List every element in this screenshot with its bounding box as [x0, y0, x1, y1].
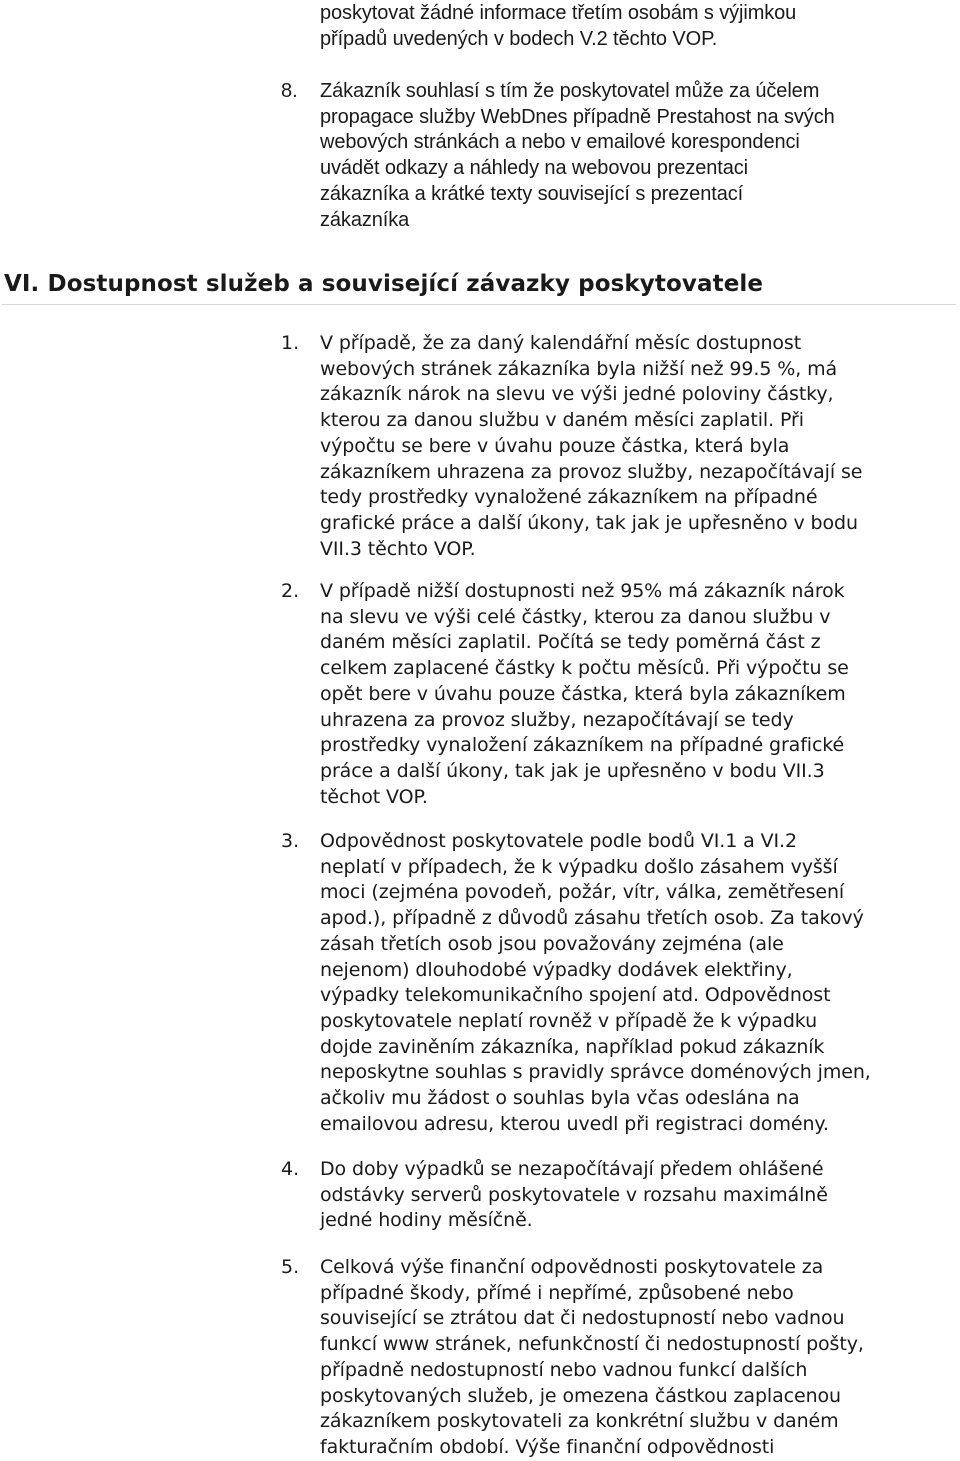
text-line: dojde zaviněním zákazníka, například pokud zákazník: [320, 1035, 825, 1058]
text-line: uvádět odkazy a náhledy na webovou prezentaci: [320, 157, 749, 180]
item-4-number: 4.: [281, 1158, 300, 1180]
text-line: práce a další úkony, tak jak je upřesněno v bodu VII.3: [320, 759, 825, 782]
text-line: propagace služby WebDnes případně Prestahost na svých: [320, 105, 835, 128]
text-line: neplatí v případech, že k výpadku došlo zásahem vyšší: [320, 855, 838, 878]
text-line: apod.), případně z důvodů zásahu třetích osob. Za takový: [320, 907, 864, 930]
section-divider: [2, 304, 956, 305]
item-5-number: 5.: [281, 1256, 300, 1278]
text-line: případů uvedených v bodech V.2 těchto VOP.: [320, 27, 718, 50]
text-line: daném měsíci zaplatil. Počítá se tedy poměrná část z: [320, 631, 821, 654]
text-line: funkcí www stránek, nefunkčností či nedostupností pošty,: [320, 1333, 864, 1356]
text-line: grafické práce a další úkony, tak jak je upřesněno v bodu: [320, 511, 858, 534]
text-line: případně nedostupností nebo vadnou funkcí dalších: [320, 1358, 808, 1381]
text-line: V případě nižší dostupnosti než 95% má zákazník nárok: [320, 580, 845, 602]
text-line: výpadky telekomunikačního spojení atd. Odpovědnost: [320, 984, 831, 1007]
text-line: Odpovědnost poskytovatele podle bodů VI.1 a VI.2: [320, 830, 797, 852]
text-line: těchot VOP.: [320, 785, 428, 808]
text-line: prostředky vynaložení zákazníkem na případné grafické: [320, 734, 845, 757]
text-line: odstávky serverů poskytovatele v rozsahu maximálně: [320, 1183, 828, 1206]
item-1-paragraph: [320, 331, 945, 562]
text-line: fakturačním období. Výše finanční odpovědnosti: [320, 1435, 775, 1458]
item-2-number: 2.: [281, 580, 300, 602]
text-line: poskytovat žádné informace třetím osobám s výjimkou: [320, 2, 797, 24]
text-line: zásah třetích osob jsou považovány zejména (ale: [320, 932, 784, 955]
text-line: emailovou adresu, kterou uvedl při registraci domény.: [320, 1112, 829, 1135]
text-line: případné škody, přímé i nepřímé, způsobené nebo: [320, 1281, 794, 1304]
item-3-number: 3.: [281, 830, 300, 852]
text-line: tedy prostředky vynaložené zákazníkem na případné: [320, 486, 818, 509]
item-3-paragraph: [320, 829, 945, 1137]
text-line: VII.3 těchto VOP.: [320, 537, 476, 560]
item-8-number: 8.: [281, 80, 298, 102]
text-line: moci (zejména povodeň, požár, vítr, válka, zemětřesení: [320, 881, 845, 904]
text-line: zákazníkem uhrazena za provoz služby, nezapočítávají se: [320, 460, 863, 483]
text-line: celkem zaplacené částky k počtu měsíců. Při výpočtu se: [320, 657, 849, 680]
text-line: poskytovaných služeb, je omezena částkou zaplacenou: [320, 1384, 841, 1407]
text-line: webových stránkách a nebo v emailové korespondenci: [320, 131, 800, 154]
text-line: nejenom) dlouhodobé výpadky dodávek elektřiny,: [320, 958, 793, 981]
item-4-paragraph: [320, 1157, 945, 1234]
text-line: webových stránek zákazníka byla nižší než 99.5 %, má: [320, 357, 838, 380]
text-line: Celková výše finanční odpovědnosti poskytovatele za: [320, 1256, 824, 1278]
text-line: poskytovatele neplatí rovněž v případě že k výpadku: [320, 1009, 818, 1032]
text-line: zákazníka: [320, 208, 410, 231]
item-5-paragraph: [320, 1255, 945, 1461]
text-line: Zákazník souhlasí s tím že poskytovatel může za účelem: [320, 80, 820, 102]
item-8-paragraph: [320, 79, 945, 233]
text-line: ačkoliv mu žádost o souhlas byla včas odeslána na: [320, 1087, 800, 1110]
text-line: na slevu ve výši celé částky, kterou za danou službu v: [320, 605, 831, 628]
text-line: zákazníka a krátké texty související s prezentací: [320, 182, 744, 205]
text-line: V případě, že za daný kalendářní měsíc dostupnost: [320, 332, 802, 354]
text-line: zákazník nárok na slevu ve výši jedné poloviny částky,: [320, 383, 834, 406]
item-1-number: 1.: [281, 332, 300, 354]
text-line: jedné hodiny měsíčně.: [320, 1209, 533, 1232]
text-line: opět bere v úvahu pouze částka, která byla zákazníkem: [320, 682, 846, 705]
text-line: zákazníkem poskytovateli za konkrétní službu v daném: [320, 1410, 839, 1433]
intro-paragraph: [320, 1, 945, 52]
text-line: uhrazena za provoz služby, nezapočítávají se tedy: [320, 708, 794, 731]
text-line: související se ztrátou dat či nedostupností nebo vadnou: [320, 1307, 845, 1330]
text-line: výpočtu se bere v úvahu pouze částka, která byla: [320, 434, 790, 457]
text-line: Do doby výpadků se nezapočítávají předem ohlášené: [320, 1158, 824, 1180]
text-line: kterou za danou službu v daném měsíci zaplatil. Při: [320, 409, 804, 432]
item-2-paragraph: [320, 579, 945, 810]
section-heading: VI. Dostupnost služeb a související závazky poskytovatele: [4, 271, 764, 297]
text-line: neposkytne souhlas s pravidly správce doménových jmen,: [320, 1061, 871, 1084]
